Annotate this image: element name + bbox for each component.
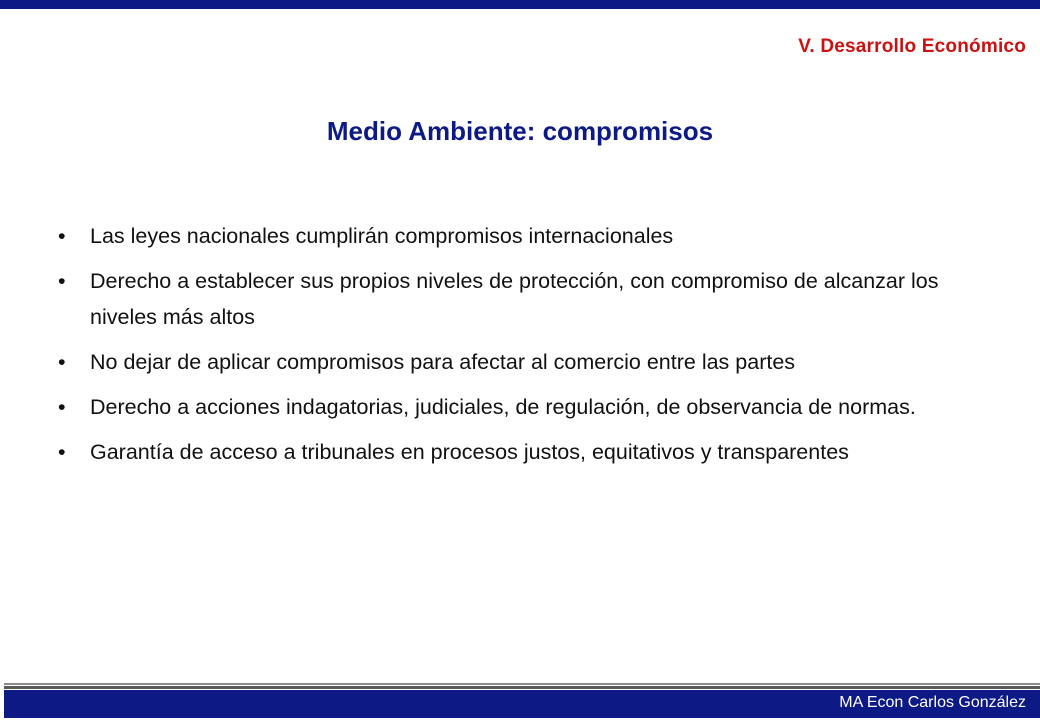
footer-author: MA Econ Carlos González [839,694,1026,711]
bullet-marker: • [58,269,66,293]
bullet-marker: • [58,350,66,374]
bullet-marker: • [58,395,66,419]
slide-title: Medio Ambiente: compromisos [326,116,714,146]
top-accent-bar [0,0,1040,9]
footer-divider-dark [4,686,1040,689]
bullet-text: Derecho a acciones indagatorias, judiciales, de regulación, de observancia de normas. [90,395,916,419]
bullet-marker: • [58,224,66,248]
bullet-item [58,389,988,425]
bullet-item [58,218,988,254]
bullet-text: Garantía de acceso a tribunales en procesos justos, equitativos y transparentes [90,440,849,464]
bullet-item [58,434,988,470]
bullet-text: Derecho a establecer sus propios niveles de protección, con compromiso de alcanzar los niveles más altos [90,269,939,329]
footer-divider-light [4,683,1040,685]
bullet-text: No dejar de aplicar compromisos para afectar al comercio entre las partes [90,350,796,374]
bullet-item [58,344,988,380]
bullet-item [58,263,988,335]
bullet-text: Las leyes nacionales cumplirán compromisos internacionales [90,224,674,248]
bullet-list [58,218,988,479]
section-heading: V. Desarrollo Económico [798,36,1026,57]
footer-bar [4,690,1040,718]
bullet-marker: • [58,440,66,464]
